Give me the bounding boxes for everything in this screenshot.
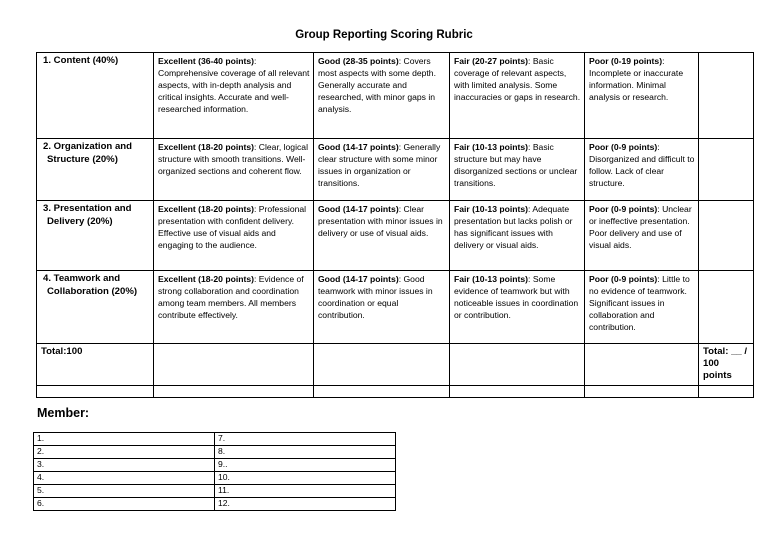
member-row: [34, 472, 396, 485]
rubric-criterion-row: [37, 201, 754, 271]
empty-cell: [154, 344, 314, 386]
level-heading: Poor (0-9 points): [589, 204, 658, 214]
empty-cell: [450, 386, 585, 398]
level-cell: [585, 139, 699, 201]
level-separator: :: [657, 204, 660, 214]
criterion-label: 3. Presentation and Delivery (20%): [43, 203, 132, 227]
rubric-total-row: [37, 344, 754, 386]
level-separator: :: [528, 142, 531, 152]
empty-cell: [37, 386, 154, 398]
rubric-criterion-row: [37, 53, 754, 139]
level-separator: :: [398, 274, 402, 284]
level-heading: Excellent (36-40 points): [158, 56, 254, 66]
member-row: [34, 433, 396, 446]
level-heading: Fair (10-13 points): [454, 204, 529, 214]
level-separator: :: [254, 142, 257, 152]
level-cell: [314, 139, 450, 201]
member-slot: 10.: [215, 472, 396, 485]
level-heading: Excellent (18-20 points): [158, 142, 254, 152]
member-slot: 7.: [215, 433, 396, 446]
level-description: Clear presentation with minor issues in delivery or use of visual aids.: [318, 204, 443, 238]
level-heading: Good (14-17 points): [318, 274, 399, 284]
score-cell: [699, 271, 754, 344]
level-separator: :: [254, 56, 257, 66]
level-heading: Good (28-35 points): [318, 56, 399, 66]
level-heading: Poor (0-19 points): [589, 56, 663, 66]
level-cell: [314, 53, 450, 139]
level-separator: :: [657, 142, 660, 152]
level-heading: Excellent (18-20 points): [158, 204, 254, 214]
level-cell: [154, 139, 314, 201]
member-slot: 8.: [215, 446, 396, 459]
member-slot: 3.: [34, 459, 215, 472]
level-cell: [314, 271, 450, 344]
level-description: Evidence of strong collaboration and coordination among team members. All members contribute effectively.: [158, 274, 304, 320]
total-label: Total:100: [37, 344, 154, 386]
level-cell: [450, 139, 585, 201]
member-row: [34, 485, 396, 498]
level-separator: :: [254, 274, 257, 284]
level-separator: :: [254, 204, 257, 214]
member-slot: 9..: [215, 459, 396, 472]
level-cell: [450, 201, 585, 271]
level-heading: Poor (0-9 points): [589, 274, 658, 284]
score-cell: [699, 139, 754, 201]
level-description: Clear, logical structure with smooth transitions. Well-organized sections and coherent flow.: [158, 142, 308, 176]
member-list-table: [33, 432, 396, 511]
level-cell: [314, 201, 450, 271]
level-description: Professional presentation with confident delivery. Effective use of visual aids and engaging to the audience.: [158, 204, 307, 250]
member-slot: 4.: [34, 472, 215, 485]
members-body: [34, 433, 396, 511]
rubric-criterion-row: [37, 139, 754, 201]
level-description: Generally clear structure with some minor issues in organization or transitions.: [318, 142, 441, 188]
document-title: Group Reporting Scoring Rubric: [295, 29, 473, 41]
level-separator: :: [528, 204, 531, 214]
empty-cell: [450, 344, 585, 386]
level-description: Incomplete or inaccurate information. Minimal analysis or research.: [589, 68, 684, 102]
level-separator: :: [528, 56, 531, 66]
score-cell: [699, 201, 754, 271]
empty-cell: [699, 386, 754, 398]
member-row: [34, 498, 396, 511]
level-description: Adequate presentation but lacks polish or has significant issues with delivery or visual aids.: [454, 204, 573, 250]
level-heading: Good (14-17 points): [318, 142, 399, 152]
member-row: [34, 446, 396, 459]
level-heading: Poor (0-9 points): [589, 142, 658, 152]
level-description: Basic coverage of relevant aspects, with limited analysis. Some inaccuracies or gaps in research.: [454, 56, 581, 102]
scoring-rubric-table: [36, 52, 754, 398]
level-cell: [450, 271, 585, 344]
member-slot: 12.: [215, 498, 396, 511]
level-cell: [154, 201, 314, 271]
level-separator: :: [398, 204, 402, 214]
criterion-label: 2. Organization and Structure (20%): [43, 141, 133, 165]
empty-cell: [585, 344, 699, 386]
level-separator: :: [398, 142, 402, 152]
level-description: Unclear or ineffective presentation. Poor delivery and use of visual aids.: [589, 204, 692, 250]
score-cell: [699, 53, 754, 139]
level-heading: Good (14-17 points): [318, 204, 399, 214]
rubric-blank-row: [37, 386, 754, 398]
member-slot: 6.: [34, 498, 215, 511]
rubric-criterion-row: [37, 271, 754, 344]
empty-cell: [314, 386, 450, 398]
level-description: Comprehensive coverage of all relevant aspects, with in-depth analysis and critical insights. Accurate and well-researched information.: [158, 68, 310, 114]
criterion-cell: [37, 271, 154, 344]
level-description: Some evidence of teamwork but with noticeable issues in coordination or contribution.: [454, 274, 579, 320]
criterion-label: 4. Teamwork and Collaboration (20%): [43, 273, 138, 297]
level-description: Good teamwork with minor issues in coordination or equal contribution.: [318, 274, 433, 320]
level-separator: :: [398, 56, 402, 66]
level-separator: :: [528, 274, 531, 284]
member-slot: 5.: [34, 485, 215, 498]
criterion-cell: [37, 53, 154, 139]
criterion-cell: [37, 201, 154, 271]
member-slot: 2.: [34, 446, 215, 459]
total-score-cell: Total: __ / 100 points: [699, 344, 754, 386]
level-separator: :: [657, 274, 660, 284]
level-heading: Fair (10-13 points): [454, 142, 529, 152]
level-cell: [154, 271, 314, 344]
empty-cell: [314, 344, 450, 386]
member-slot: 1.: [34, 433, 215, 446]
level-heading: Excellent (18-20 points): [158, 274, 254, 284]
level-heading: Fair (20-27 points): [454, 56, 529, 66]
criterion-label: 1. Content (40%): [43, 55, 119, 66]
level-cell: [585, 53, 699, 139]
member-row: [34, 459, 396, 472]
empty-cell: [585, 386, 699, 398]
level-heading: Fair (10-13 points): [454, 274, 529, 284]
level-description: Covers most aspects with some depth. Generally accurate and researched, with minor gaps in analysis.: [318, 56, 436, 114]
level-cell: [585, 271, 699, 344]
rubric-body: [37, 53, 754, 398]
member-slot: 11.: [215, 485, 396, 498]
level-cell: [154, 53, 314, 139]
level-description: Basic structure but may have disorganized sections or unclear transitions.: [454, 142, 578, 188]
criterion-cell: [37, 139, 154, 201]
member-heading: Member:: [37, 406, 90, 420]
level-description: Little to no evidence of teamwork. Significant issues in collaboration and contribution.: [589, 274, 690, 332]
level-cell: [450, 53, 585, 139]
level-cell: [585, 201, 699, 271]
level-separator: :: [662, 56, 665, 66]
level-description: Disorganized and difficult to follow. Lack of clear structure.: [589, 154, 695, 188]
empty-cell: [154, 386, 314, 398]
